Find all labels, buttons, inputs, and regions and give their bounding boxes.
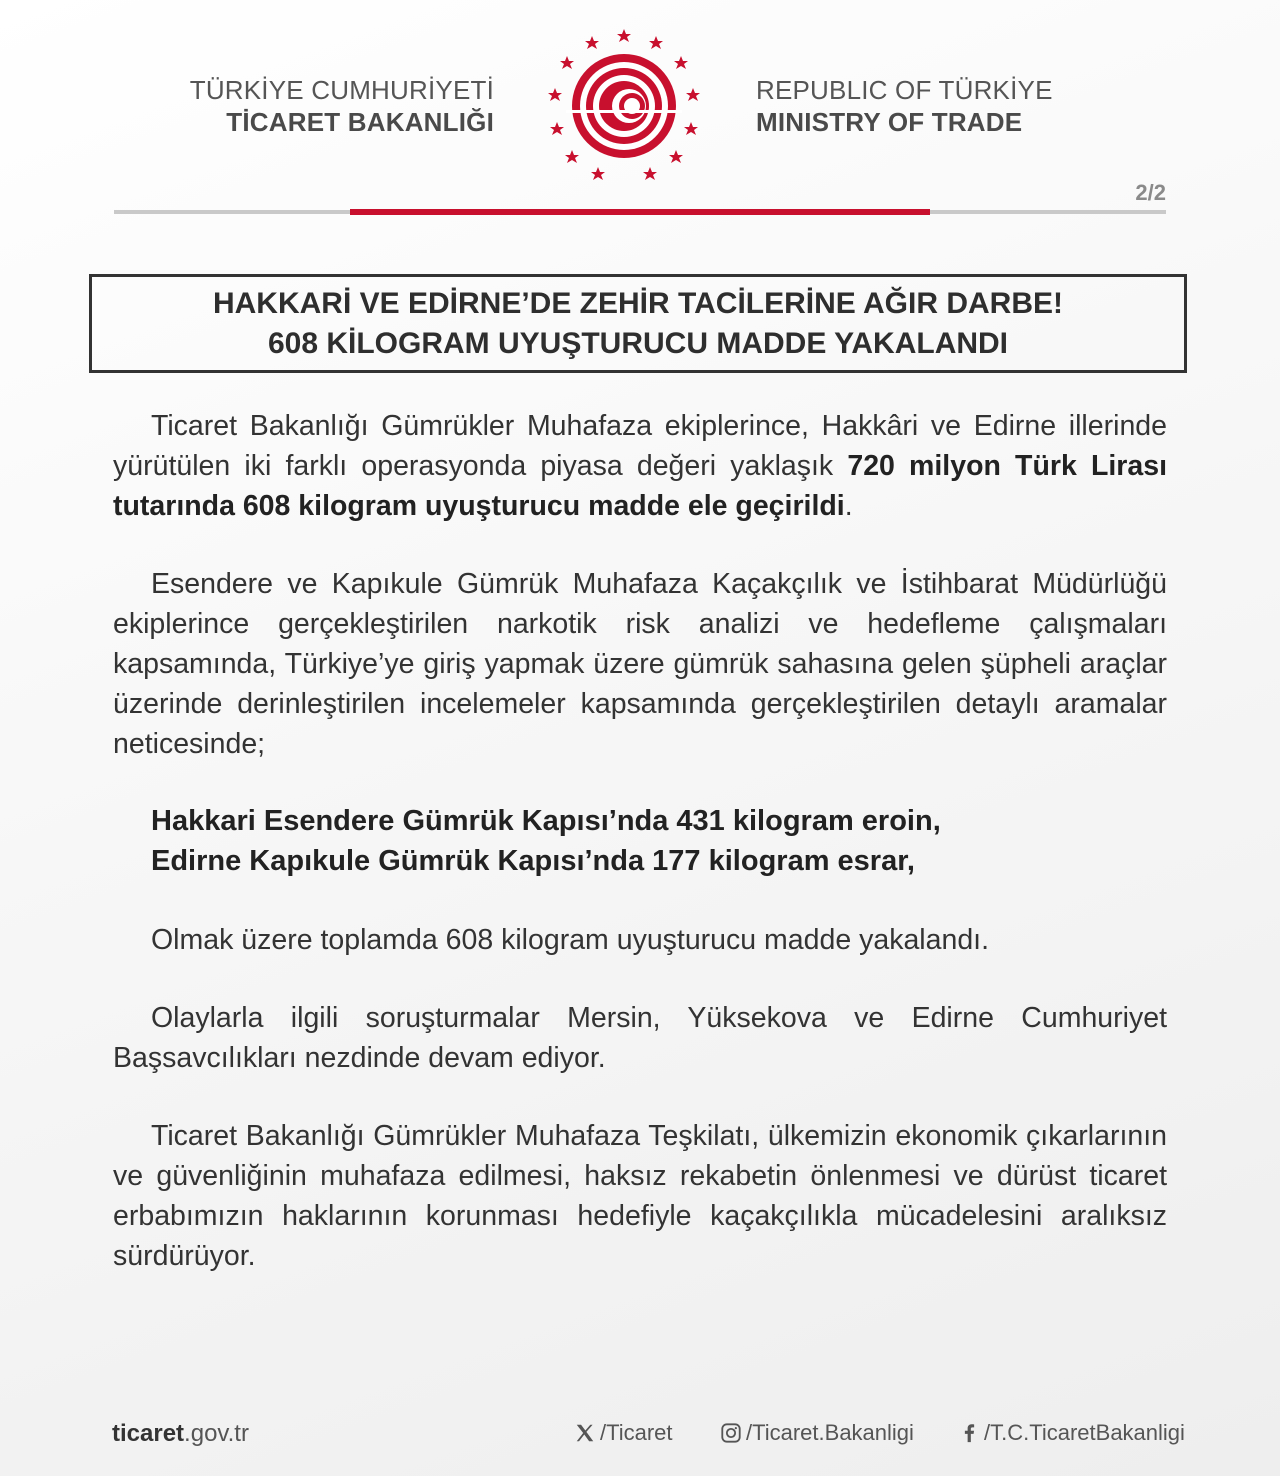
website-rest: .gov.tr (184, 1420, 249, 1447)
header-left-line2: TİCARET BAKANLIĞI (226, 107, 494, 137)
header-right-line1: REPUBLIC OF TÜRKİYE (756, 75, 1053, 105)
website-link[interactable] (112, 1420, 249, 1448)
seizure-list (151, 801, 941, 881)
header-right-line2: MINISTRY OF TRADE (756, 107, 1023, 137)
ministry-emblem-icon (546, 26, 702, 182)
instagram-icon (720, 1422, 742, 1444)
paragraph-5 (113, 1116, 1167, 1276)
facebook-social-link[interactable] (958, 1420, 1185, 1446)
paragraph-4-text: Olaylarla ilgili soruşturmalar Mersin, Yüksekova ve Edirne Cumhuriyet Başsavcılıkları nezdinde devam ediyor. (113, 1002, 1167, 1074)
paragraph-3 (113, 920, 1167, 960)
seizure-item-1: Hakkari Esendere Gümrük Kapısı’nda 431 kilogram eroin, (151, 805, 941, 837)
paragraph-2-text: Esendere ve Kapıkule Gümrük Muhafaza Kaçakçılık ve İstihbarat Müdürlüğü ekiplerince gerçekleştirilen narkotik risk analizi ve hedefleme çalışmaları kapsamında, Türkiye’ye giriş yapmak üzere gümrük sahasına gelen şüpheli araçlar üzerinde derinleştirilen incelemeler kapsamında gerçekleştirilen detaylı aramalar neticesinde; (113, 568, 1167, 760)
paragraph-5-text: Ticaret Bakanlığı Gümrükler Muhafaza Teşkilatı, ülkemizin ekonomik çıkarlarının ve güvenliğinin muhafaza edilmesi, haksız rekabetin önlenmesi ve dürüst ticaret erbabımızın haklarının korunması hedefiyle kaçakçılıkla mücadelesini aralıksız sürdürüyor. (113, 1120, 1167, 1272)
website-bold: ticaret (112, 1420, 185, 1447)
paragraph-2 (113, 564, 1167, 764)
paragraph-3-text: Olmak üzere toplamda 608 kilogram uyuşturucu madde yakalandı. (151, 924, 990, 956)
headline-line1: HAKKARİ VE EDİRNE’DE ZEHİR TACİLERİNE AĞIR DARBE! (212, 286, 1064, 320)
seizure-item-2: Edirne Kapıkule Gümrük Kapısı’nda 177 kilogram esrar, (151, 845, 915, 877)
instagram-handle: /Ticaret.Bakanligi (746, 1420, 914, 1445)
x-logo-icon (574, 1422, 596, 1444)
headline-line2: 608 KİLOGRAM UYUŞTURUCU MADDE YAKALANDI (267, 326, 1009, 360)
paragraph-1-end: . (844, 490, 853, 522)
header-english (756, 74, 1053, 138)
paragraph-1-highlight: 720 milyon Türk Lirası tutarında 608 kilogram uyuşturucu madde ele geçirildi (113, 450, 1167, 522)
paragraph-1-text: Ticaret Bakanlığı Gümrükler Muhafaza ekiplerince, Hakkâri ve Edirne illerinde yürütülen iki farklı operasyonda piyasa değeri yaklaşık (113, 410, 1167, 482)
header-turkish (190, 74, 494, 138)
headline-box (89, 274, 1187, 373)
paragraph-1 (113, 406, 1167, 526)
page-number: 2/2 (1135, 180, 1166, 205)
x-social-link[interactable] (574, 1420, 673, 1446)
header-accent-divider (350, 209, 930, 215)
paragraph-4 (113, 998, 1167, 1078)
x-handle: /Ticaret (600, 1420, 673, 1445)
header-left-line1: TÜRKİYE CUMHURİYETİ (189, 75, 494, 105)
facebook-icon (958, 1422, 980, 1444)
instagram-social-link[interactable] (720, 1420, 914, 1446)
facebook-handle: /T.C.TicaretBakanligi (984, 1420, 1185, 1445)
